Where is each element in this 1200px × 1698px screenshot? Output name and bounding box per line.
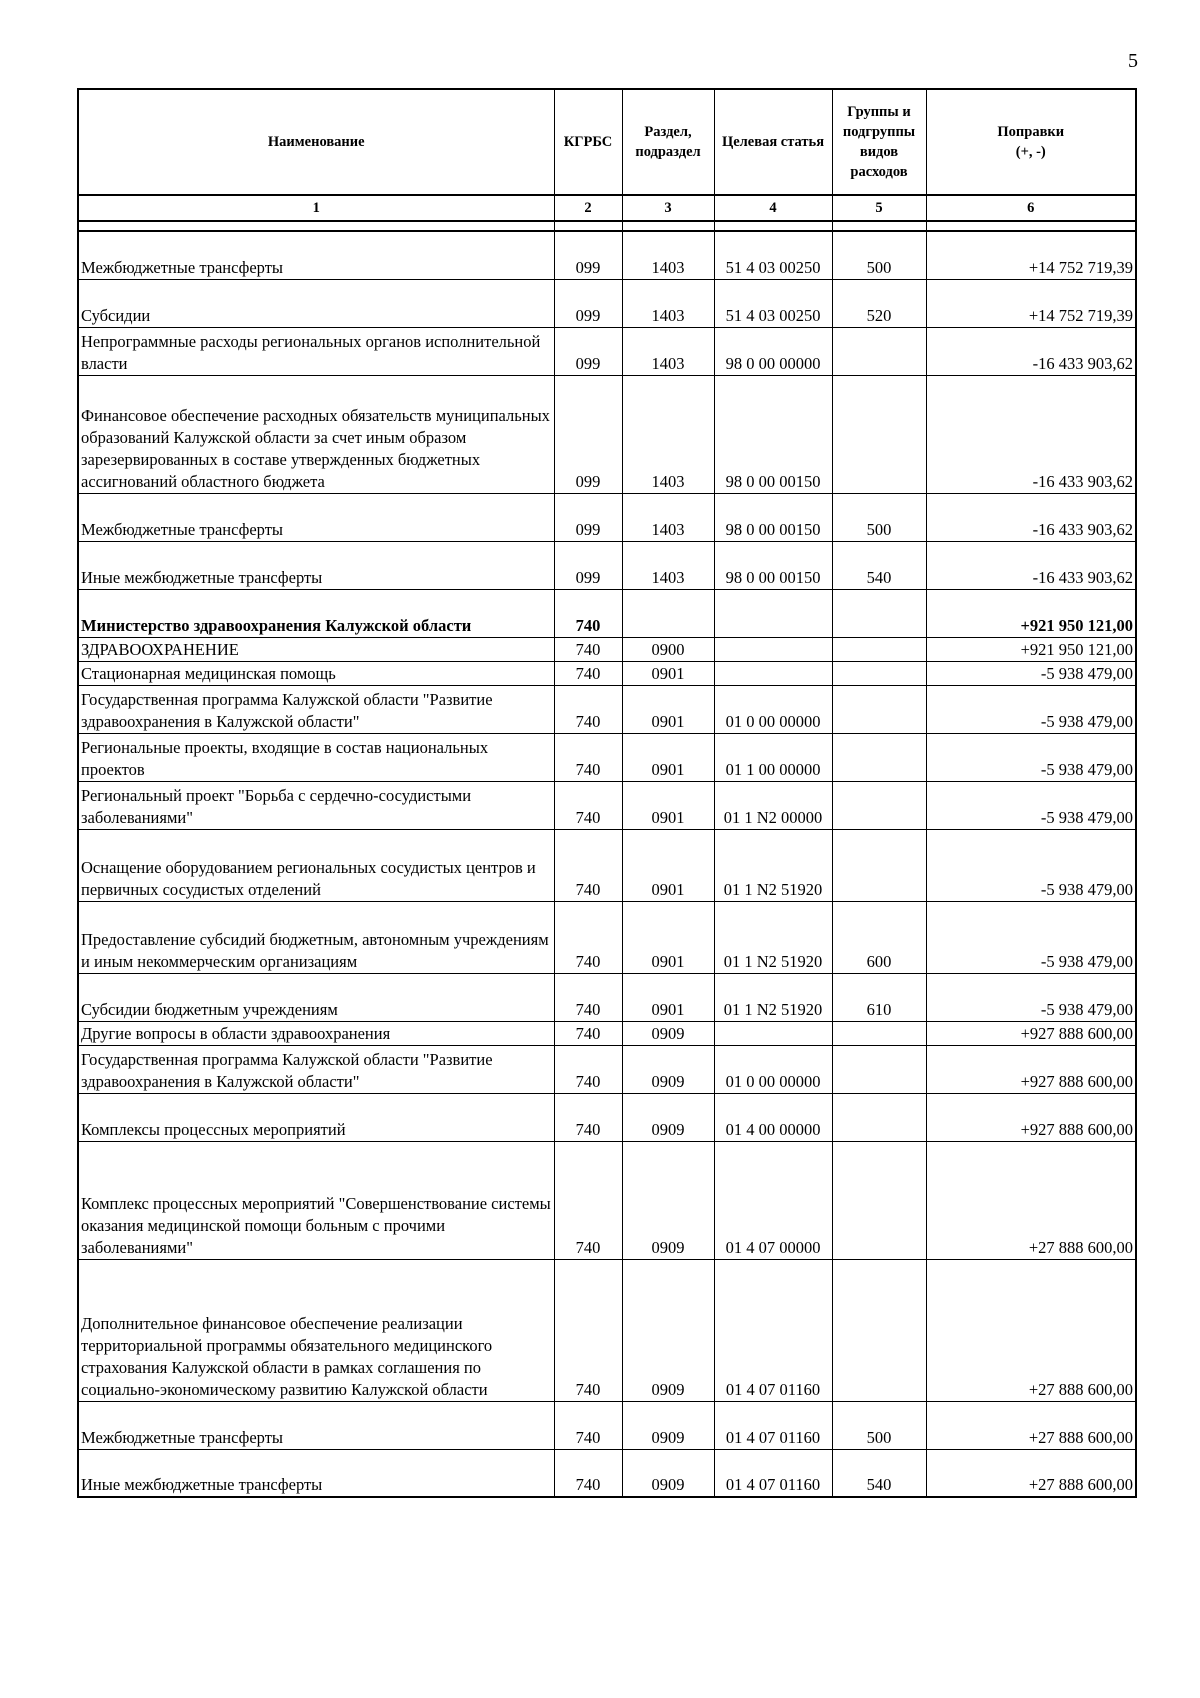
table-row — [78, 1449, 1136, 1497]
row-group — [832, 733, 926, 781]
row-group — [832, 661, 926, 685]
row-group — [832, 1259, 926, 1401]
table-row — [78, 637, 1136, 661]
row-name: Непрограммные расходы региональных органов исполнительной власти — [78, 327, 554, 375]
row-section: 1403 — [622, 279, 714, 327]
row-kgrbs: 740 — [554, 1021, 622, 1045]
row-target — [714, 637, 832, 661]
row-name: Межбюджетные трансферты — [78, 493, 554, 541]
row-section: 0901 — [622, 685, 714, 733]
row-group — [832, 327, 926, 375]
row-section: 0909 — [622, 1021, 714, 1045]
budget-amendments-table — [77, 88, 1137, 1498]
row-amount: +27 888 600,00 — [926, 1259, 1136, 1401]
row-section: 0901 — [622, 733, 714, 781]
header-amendments-sign: (+, -) — [1015, 144, 1046, 160]
header-spacer-row — [78, 221, 1136, 231]
row-kgrbs: 099 — [554, 493, 622, 541]
row-kgrbs: 740 — [554, 781, 622, 829]
row-section: 0901 — [622, 829, 714, 901]
row-name: Субсидии бюджетным учреждениям — [78, 973, 554, 1021]
row-kgrbs: 740 — [554, 1141, 622, 1259]
row-target: 98 0 00 00150 — [714, 375, 832, 493]
row-group: 610 — [832, 973, 926, 1021]
row-amount: +14 752 719,39 — [926, 279, 1136, 327]
row-amount: +27 888 600,00 — [926, 1141, 1136, 1259]
table-row — [78, 1045, 1136, 1093]
row-section: 0909 — [622, 1449, 714, 1497]
row-name: Иные межбюджетные трансферты — [78, 541, 554, 589]
column-number: 4 — [714, 195, 832, 221]
row-name: ЗДРАВООХРАНЕНИЕ — [78, 637, 554, 661]
row-amount: -5 938 479,00 — [926, 661, 1136, 685]
row-name: Межбюджетные трансферты — [78, 1401, 554, 1449]
row-amount: -5 938 479,00 — [926, 901, 1136, 973]
row-amount: -5 938 479,00 — [926, 685, 1136, 733]
table-row — [78, 493, 1136, 541]
row-group — [832, 1141, 926, 1259]
row-name: Предоставление субсидий бюджетным, автономным учреждениям и иным некоммерческим организациям — [78, 901, 554, 973]
header-groups: Группы и подгруппы видов расходов — [832, 89, 926, 195]
row-group — [832, 1093, 926, 1141]
header-section: Раздел, подраздел — [622, 89, 714, 195]
row-amount: -16 433 903,62 — [926, 493, 1136, 541]
row-kgrbs: 740 — [554, 973, 622, 1021]
page-number: 5 — [1128, 50, 1138, 72]
row-target: 98 0 00 00150 — [714, 493, 832, 541]
row-section: 0900 — [622, 637, 714, 661]
row-section: 1403 — [622, 493, 714, 541]
row-target: 01 4 07 00000 — [714, 1141, 832, 1259]
row-amount: -5 938 479,00 — [926, 781, 1136, 829]
row-group — [832, 1021, 926, 1045]
row-amount: -16 433 903,62 — [926, 327, 1136, 375]
row-section: 0901 — [622, 661, 714, 685]
table-row — [78, 375, 1136, 493]
table-header-row — [78, 89, 1136, 195]
row-section: 1403 — [622, 375, 714, 493]
row-section: 0909 — [622, 1045, 714, 1093]
row-group — [832, 1045, 926, 1093]
row-name: Другие вопросы в области здравоохранения — [78, 1021, 554, 1045]
table-row — [78, 327, 1136, 375]
row-group: 500 — [832, 231, 926, 279]
row-amount: +927 888 600,00 — [926, 1093, 1136, 1141]
table-row — [78, 685, 1136, 733]
row-section: 0901 — [622, 973, 714, 1021]
row-name: Региональные проекты, входящие в состав национальных проектов — [78, 733, 554, 781]
row-group — [832, 829, 926, 901]
row-kgrbs: 740 — [554, 1401, 622, 1449]
column-number: 6 — [926, 195, 1136, 221]
column-number: 3 — [622, 195, 714, 221]
header-amendments — [926, 89, 1136, 195]
column-number: 1 — [78, 195, 554, 221]
row-name: Государственная программа Калужской области "Развитие здравоохранения в Калужской области" — [78, 1045, 554, 1093]
row-group — [832, 781, 926, 829]
row-target: 01 1 N2 00000 — [714, 781, 832, 829]
row-kgrbs: 099 — [554, 279, 622, 327]
row-group: 520 — [832, 279, 926, 327]
row-group: 540 — [832, 541, 926, 589]
row-kgrbs: 740 — [554, 733, 622, 781]
row-kgrbs: 740 — [554, 1045, 622, 1093]
row-name: Межбюджетные трансферты — [78, 231, 554, 279]
table-row — [78, 1093, 1136, 1141]
row-section: 0909 — [622, 1141, 714, 1259]
row-target — [714, 589, 832, 637]
row-amount: +14 752 719,39 — [926, 231, 1136, 279]
row-name: Государственная программа Калужской области "Развитие здравоохранения в Калужской области" — [78, 685, 554, 733]
row-section: 0909 — [622, 1259, 714, 1401]
row-group: 500 — [832, 493, 926, 541]
row-amount: -5 938 479,00 — [926, 973, 1136, 1021]
row-kgrbs: 740 — [554, 1093, 622, 1141]
row-group: 500 — [832, 1401, 926, 1449]
row-name: Стационарная медицинская помощь — [78, 661, 554, 685]
row-section: 0909 — [622, 1093, 714, 1141]
row-kgrbs: 740 — [554, 1449, 622, 1497]
row-name: Комплексы процессных мероприятий — [78, 1093, 554, 1141]
row-name: Оснащение оборудованием региональных сосудистых центров и первичных сосудистых отделений — [78, 829, 554, 901]
row-target: 51 4 03 00250 — [714, 279, 832, 327]
row-section — [622, 589, 714, 637]
row-kgrbs: 740 — [554, 637, 622, 661]
row-target: 01 4 07 01160 — [714, 1401, 832, 1449]
row-kgrbs: 099 — [554, 231, 622, 279]
row-target: 01 0 00 00000 — [714, 685, 832, 733]
row-target: 01 0 00 00000 — [714, 1045, 832, 1093]
row-target: 01 1 00 00000 — [714, 733, 832, 781]
row-kgrbs: 099 — [554, 327, 622, 375]
row-name: Субсидии — [78, 279, 554, 327]
row-target: 01 1 N2 51920 — [714, 973, 832, 1021]
row-amount: -5 938 479,00 — [926, 733, 1136, 781]
table-row — [78, 1259, 1136, 1401]
column-number-row — [78, 195, 1136, 221]
row-amount: -16 433 903,62 — [926, 541, 1136, 589]
row-kgrbs: 740 — [554, 1259, 622, 1401]
table-row — [78, 541, 1136, 589]
row-target: 01 4 07 01160 — [714, 1259, 832, 1401]
row-target — [714, 1021, 832, 1045]
row-amount: -5 938 479,00 — [926, 829, 1136, 901]
table-row — [78, 901, 1136, 973]
row-kgrbs: 740 — [554, 661, 622, 685]
row-kgrbs: 740 — [554, 829, 622, 901]
table-row — [78, 781, 1136, 829]
table-row — [78, 1401, 1136, 1449]
row-target: 51 4 03 00250 — [714, 231, 832, 279]
row-kgrbs: 099 — [554, 375, 622, 493]
row-name: Комплекс процессных мероприятий "Совершенствование системы оказания медицинской помощи больным с прочими заболеваниями" — [78, 1141, 554, 1259]
header-kgrbs: КГРБС — [554, 89, 622, 195]
header-amendments-label: Поправки — [997, 124, 1065, 140]
row-amount: +927 888 600,00 — [926, 1021, 1136, 1045]
row-group — [832, 685, 926, 733]
table-row — [78, 231, 1136, 279]
row-amount: -16 433 903,62 — [926, 375, 1136, 493]
row-amount: +927 888 600,00 — [926, 1045, 1136, 1093]
row-name: Региональный проект "Борьба с сердечно-сосудистыми заболеваниями" — [78, 781, 554, 829]
header-target: Целевая статья — [714, 89, 832, 195]
row-amount: +27 888 600,00 — [926, 1401, 1136, 1449]
column-number: 2 — [554, 195, 622, 221]
row-kgrbs: 740 — [554, 685, 622, 733]
table-row — [78, 733, 1136, 781]
row-target: 98 0 00 00000 — [714, 327, 832, 375]
table-row — [78, 1021, 1136, 1045]
row-target: 01 1 N2 51920 — [714, 901, 832, 973]
row-section: 0901 — [622, 901, 714, 973]
column-number: 5 — [832, 195, 926, 221]
table-row — [78, 661, 1136, 685]
row-group — [832, 637, 926, 661]
row-target: 01 1 N2 51920 — [714, 829, 832, 901]
row-target: 01 4 07 01160 — [714, 1449, 832, 1497]
row-group — [832, 375, 926, 493]
row-group: 540 — [832, 1449, 926, 1497]
table-row — [78, 1141, 1136, 1259]
header-name: Наименование — [78, 89, 554, 195]
row-section: 0909 — [622, 1401, 714, 1449]
row-amount: +921 950 121,00 — [926, 589, 1136, 637]
row-kgrbs: 099 — [554, 541, 622, 589]
row-kgrbs: 740 — [554, 589, 622, 637]
row-kgrbs: 740 — [554, 901, 622, 973]
row-name: Министерство здравоохранения Калужской области — [78, 589, 554, 637]
table-row — [78, 279, 1136, 327]
table-row — [78, 973, 1136, 1021]
row-section: 1403 — [622, 231, 714, 279]
row-amount: +921 950 121,00 — [926, 637, 1136, 661]
table-row — [78, 589, 1136, 637]
row-section: 0901 — [622, 781, 714, 829]
row-section: 1403 — [622, 541, 714, 589]
table-row — [78, 829, 1136, 901]
row-group — [832, 589, 926, 637]
row-target: 01 4 00 00000 — [714, 1093, 832, 1141]
row-name: Финансовое обеспечение расходных обязательств муниципальных образований Калужской области за счет иным образом зарезервированных в составе утвержденных бюджетных ассигнований областного бюджета — [78, 375, 554, 493]
row-section: 1403 — [622, 327, 714, 375]
row-name: Иные межбюджетные трансферты — [78, 1449, 554, 1497]
row-group: 600 — [832, 901, 926, 973]
row-amount: +27 888 600,00 — [926, 1449, 1136, 1497]
row-target — [714, 661, 832, 685]
table-body — [78, 231, 1136, 1497]
row-name: Дополнительное финансовое обеспечение реализации территориальной программы обязательного медицинского страхования Калужской области в рамках соглашения по социально-экономическому развитию Калужской области — [78, 1259, 554, 1401]
row-target: 98 0 00 00150 — [714, 541, 832, 589]
